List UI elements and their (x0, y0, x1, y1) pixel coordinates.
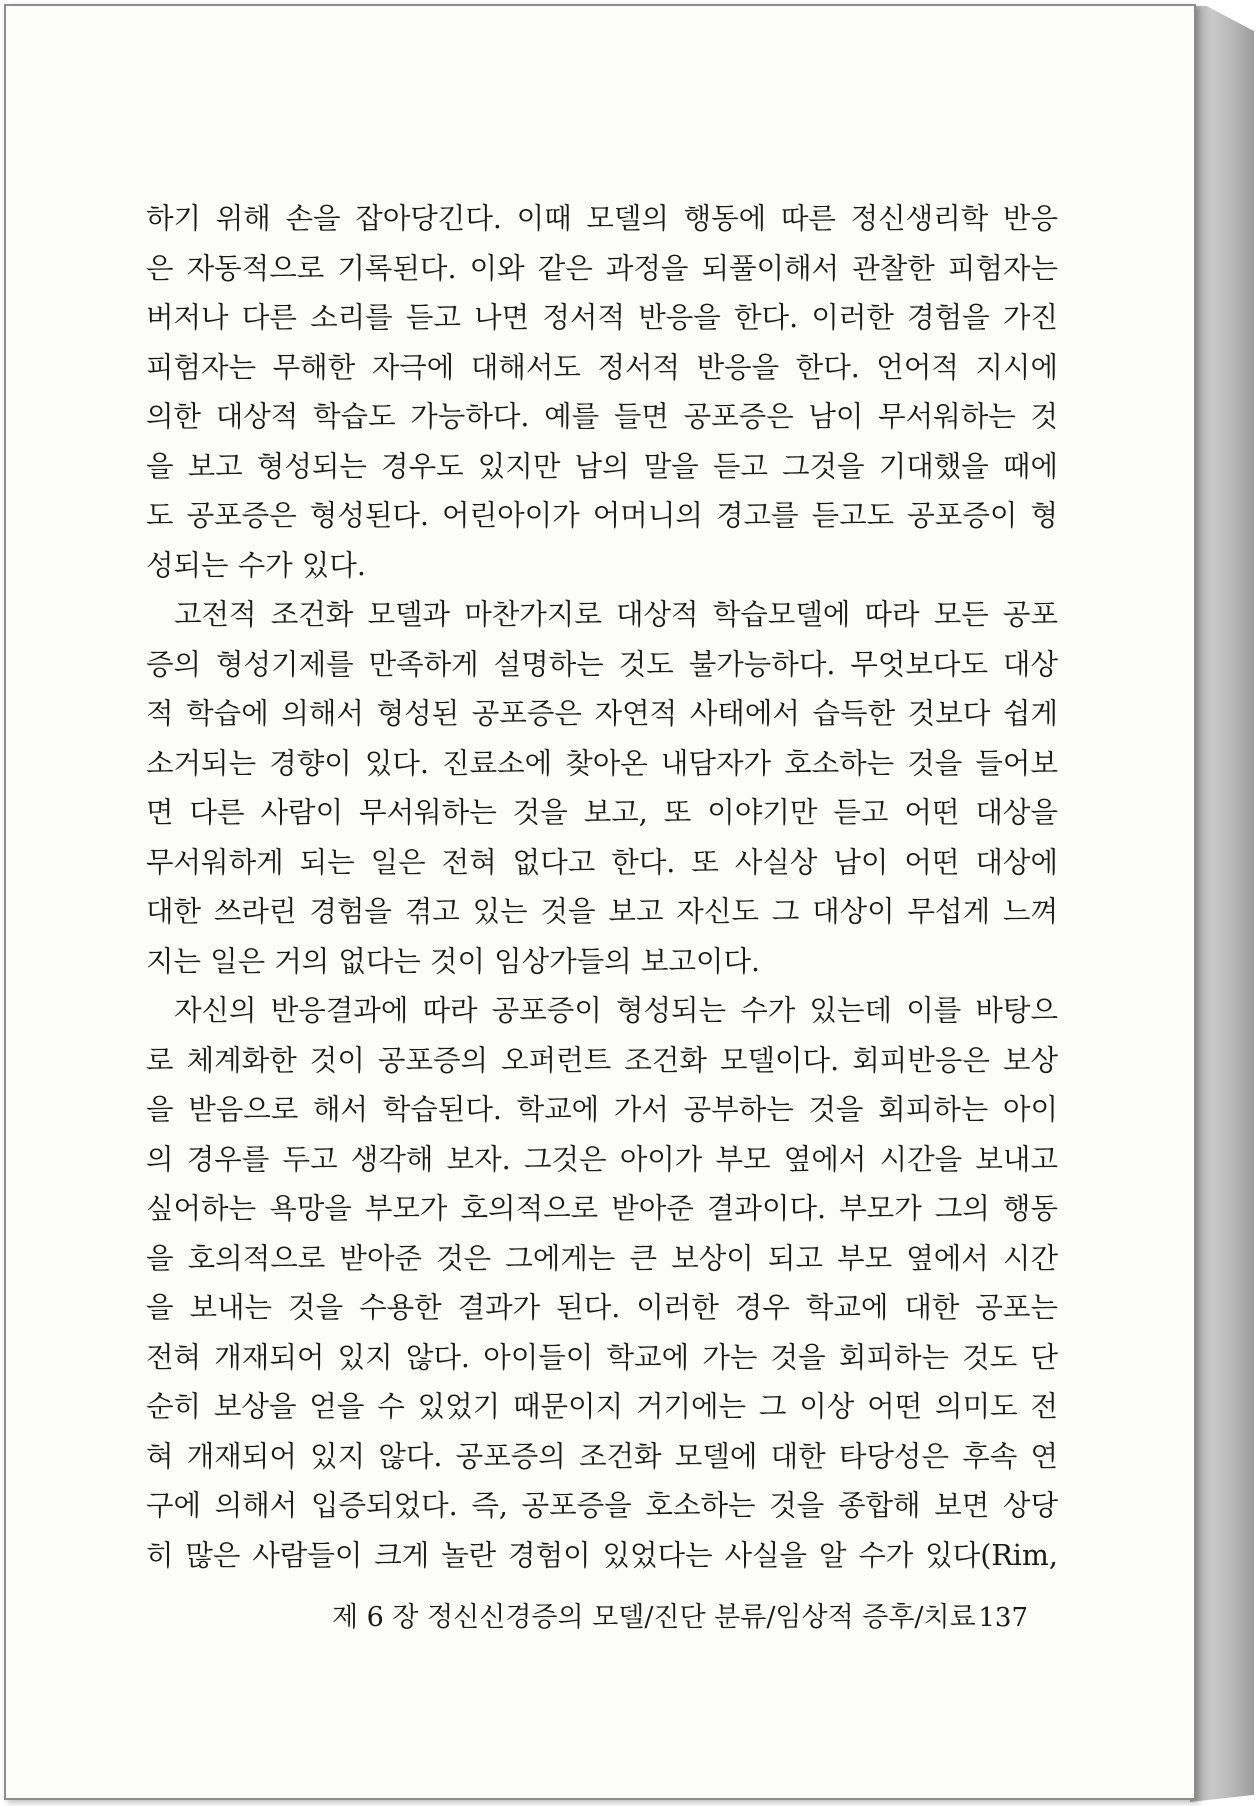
page-number: 137 (978, 1603, 1028, 1633)
book-page-edge (1190, 6, 1254, 1802)
text-line: 순히 보상을 얻을 수 있었기 때문이지 거기에는 그 이상 어떤 의미도 전 (146, 1390, 1058, 1423)
running-footer (332, 1600, 1028, 1636)
text-line: 을 호의적으로 받아준 것은 그에게는 큰 보상이 되고 부모 옆에서 시간 (146, 1241, 1058, 1275)
text-line: 전혀 개재되어 있지 않다. 아이들이 학교에 가는 것을 회피하는 것도 단 (146, 1340, 1058, 1374)
text-line: 고전적 조건화 모델과 마찬가지로 대상적 학습모델에 따라 모든 공포 (174, 598, 1058, 631)
book-page (4, 4, 1196, 1800)
text-line: 은 자동적으로 기록된다. 이와 같은 과정을 되풀이해서 관찰한 피험자는 (146, 251, 1058, 285)
text-line: 소거되는 경향이 있다. 진료소에 찾아온 내담자가 호소하는 것을 들어보 (146, 746, 1058, 780)
text-line: 면 다른 사람이 무서워하는 것을 보고, 또 이야기만 듣고 어떤 대상을 (146, 796, 1058, 829)
text-line: 자신의 반응결과에 따라 공포증이 형성되는 수가 있는데 이를 바탕으 (174, 994, 1058, 1027)
text-line: 지는 일은 거의 없다는 것이 임상가들의 보고이다. (146, 944, 761, 978)
text-line: 을 보내는 것을 수용한 결과가 된다. 이러한 경우 학교에 대한 공포는 (146, 1291, 1058, 1324)
text-line: 을 받음으로 해서 학습된다. 학교에 가서 공부하는 것을 회피하는 아이 (146, 1093, 1058, 1126)
text-line: 성되는 수가 있다. (146, 548, 366, 582)
text-line: 도 공포증은 형성된다. 어린아이가 어머니의 경고를 듣고도 공포증이 형 (146, 499, 1058, 532)
text-line: 대한 쓰라린 경험을 겪고 있는 것을 보고 자신도 그 대상이 무섭게 느껴 (146, 895, 1058, 928)
text-line: 혀 개재되어 있지 않다. 공포증의 조건화 모델에 대한 타당성은 후속 연 (146, 1439, 1058, 1473)
body-text (146, 194, 1058, 1580)
chapter-title: 제 6 장 정신신경증의 모델/진단 분류/임상적 증후/치료 (332, 1602, 976, 1633)
text-line: 의 경우를 두고 생각해 보자. 그것은 아이가 부모 옆에서 시간을 보내고 (146, 1142, 1058, 1176)
text-line: 적 학습에 의해서 형성된 공포증은 자연적 사태에서 습득한 것보다 쉽게 (146, 697, 1058, 730)
text-line: 버저나 다른 소리를 듣고 나면 정서적 반응을 한다. 이러한 경험을 가진 (146, 301, 1058, 334)
text-line: 피험자는 무해한 자극에 대해서도 정서적 반응을 한다. 언어적 지시에 (146, 350, 1058, 384)
text-line: 하기 위해 손을 잡아당긴다. 이때 모델의 행동에 따른 정신생리학 반응 (146, 202, 1058, 235)
text-line: 의한 대상적 학습도 가능하다. 예를 들면 공포증은 남이 무서워하는 것 (146, 400, 1058, 433)
text-line: 싶어하는 욕망을 부모가 호의적으로 받아준 결과이다. 부모가 그의 행동 (146, 1192, 1058, 1225)
text-line: 구에 의해서 입증되었다. 즉, 공포증을 호소하는 것을 종합해 보면 상당 (146, 1489, 1058, 1522)
text-line: 히 많은 사람들이 크게 놀란 경험이 있었다는 사실을 알 수가 있다(Rim, (146, 1538, 1058, 1572)
text-line: 증의 형성기제를 만족하게 설명하는 것도 불가능하다. 무엇보다도 대상 (146, 647, 1058, 681)
text-line: 을 보고 형성되는 경우도 있지만 남의 말을 듣고 그것을 기대했을 때에 (146, 449, 1058, 483)
text-line: 로 체계화한 것이 공포증의 오퍼런트 조건화 모델이다. 회피반응은 보상 (146, 1043, 1058, 1077)
text-line: 무서워하게 되는 일은 전혀 없다고 한다. 또 사실상 남이 어떤 대상에 (146, 845, 1058, 879)
